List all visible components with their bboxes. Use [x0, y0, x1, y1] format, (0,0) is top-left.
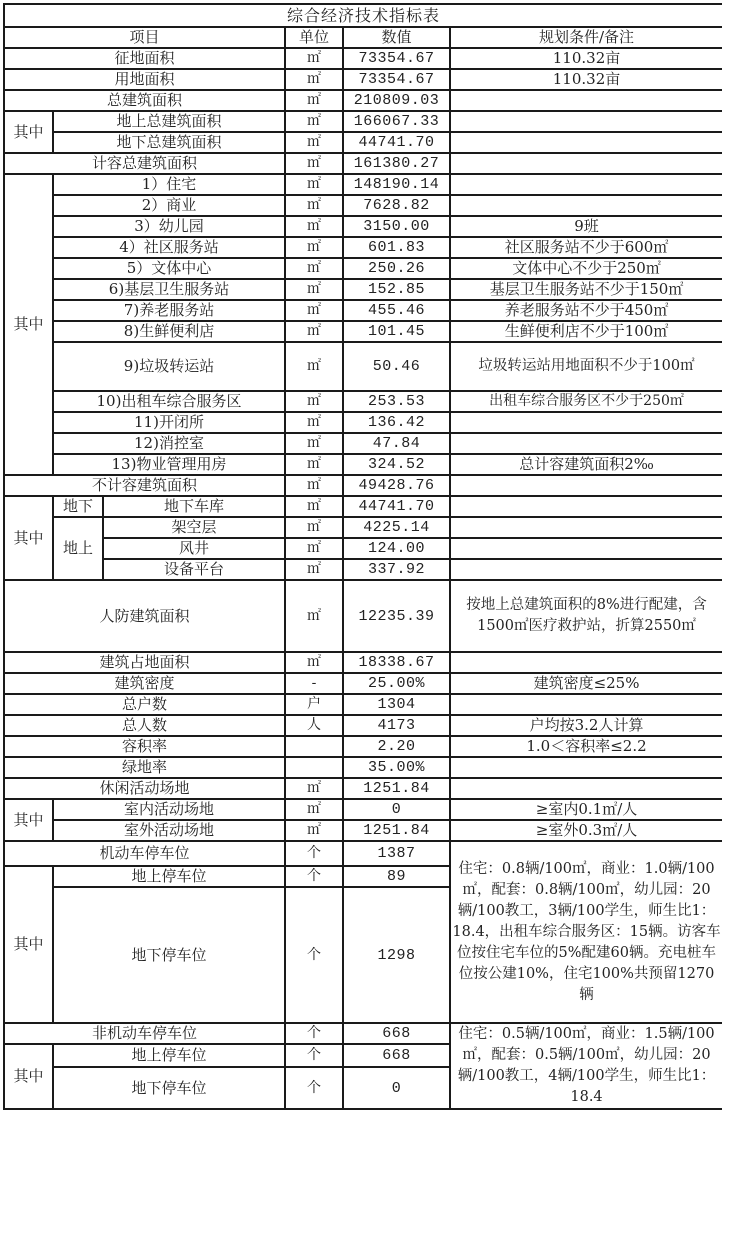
row-item: 征地面积 — [4, 48, 285, 69]
table-row — [4, 820, 722, 841]
table-row — [4, 538, 722, 559]
row-unit: ㎡ — [285, 559, 343, 580]
row-note — [450, 652, 722, 673]
row-unit: ㎡ — [285, 195, 343, 216]
row-item: 用地面积 — [4, 69, 285, 90]
table-row — [4, 580, 722, 652]
row-item: 室内活动场地 — [53, 799, 285, 820]
row-note: 110.32亩 — [450, 48, 722, 69]
row-note: 按地上总建筑面积的8%进行配建，含1500㎡医疗救护站，折算2550㎡ — [450, 580, 722, 652]
row-note — [450, 132, 722, 153]
row-note — [450, 174, 722, 195]
row-value: 44741.70 — [343, 132, 450, 153]
table-row — [4, 715, 722, 736]
row-value: 4225.14 — [343, 517, 450, 538]
row-note: 生鲜便利店不少于100㎡ — [450, 321, 722, 342]
table-row — [4, 391, 722, 412]
header-note: 规划条件/备注 — [450, 27, 722, 48]
table-row — [4, 694, 722, 715]
row-unit: ㎡ — [285, 279, 343, 300]
row-item: 2）商业 — [53, 195, 285, 216]
subgroup-label-underground: 地下 — [53, 496, 103, 517]
table-title: 综合经济技术指标表 — [4, 4, 722, 27]
row-unit: - — [285, 673, 343, 694]
row-value: 4173 — [343, 715, 450, 736]
row-value: 601.83 — [343, 237, 450, 258]
row-value: 44741.70 — [343, 496, 450, 517]
table-row — [4, 258, 722, 279]
row-unit: ㎡ — [285, 652, 343, 673]
row-note — [450, 538, 722, 559]
row-item: 地下车库 — [103, 496, 285, 517]
row-item: 11)开闭所 — [53, 412, 285, 433]
row-item: 架空层 — [103, 517, 285, 538]
row-item: 绿地率 — [4, 757, 285, 778]
row-item: 6)基层卫生服务站 — [53, 279, 285, 300]
table-row — [4, 652, 722, 673]
row-unit: 个 — [285, 1023, 343, 1044]
table-row — [4, 673, 722, 694]
row-note: 总计容建筑面积2‰ — [450, 454, 722, 475]
row-note — [450, 90, 722, 111]
row-value: 148190.14 — [343, 174, 450, 195]
row-value: 136.42 — [343, 412, 450, 433]
row-note — [450, 559, 722, 580]
row-item: 计容总建筑面积 — [4, 153, 285, 174]
row-note: ≥室外0.3㎡/人 — [450, 820, 722, 841]
row-item: 非机动车停车位 — [4, 1023, 285, 1044]
row-item: 建筑密度 — [4, 673, 285, 694]
row-unit: ㎡ — [285, 174, 343, 195]
row-item: 建筑占地面积 — [4, 652, 285, 673]
row-value: 101.45 — [343, 321, 450, 342]
row-unit: ㎡ — [285, 90, 343, 111]
row-note: 文体中心不少于250㎡ — [450, 258, 722, 279]
row-item: 地下停车位 — [53, 1067, 285, 1109]
row-note: ≥室内0.1㎡/人 — [450, 799, 722, 820]
table-row — [4, 559, 722, 580]
table-row — [4, 736, 722, 757]
row-value: 0 — [343, 799, 450, 820]
table-row — [4, 237, 722, 258]
row-note — [450, 757, 722, 778]
row-value: 210809.03 — [343, 90, 450, 111]
row-item: 8)生鲜便利店 — [53, 321, 285, 342]
row-note: 1.0＜容积率≤2.2 — [450, 736, 722, 757]
row-unit — [285, 757, 343, 778]
table-row — [4, 342, 722, 391]
row-value: 0 — [343, 1067, 450, 1109]
row-value: 668 — [343, 1023, 450, 1044]
row-item: 10)出租车综合服务区 — [53, 391, 285, 412]
row-note: 户均按3.2人计算 — [450, 715, 722, 736]
row-value: 50.46 — [343, 342, 450, 391]
row-unit: ㎡ — [285, 475, 343, 496]
row-value: 12235.39 — [343, 580, 450, 652]
header-value: 数值 — [343, 27, 450, 48]
row-note: 住宅：0.8辆/100㎡，商业：1.0辆/100㎡，配套：0.8辆/100㎡，幼儿园：20辆/100教工，3辆/100学生，师生比1：18.4，出租车综合服务区：15辆。访客车位按住宅车位的5%配建60辆。充电桩车位按公建10%，住宅100%共预留1270辆 — [450, 841, 722, 1023]
group-label: 其中 — [4, 866, 53, 1023]
row-item: 机动车停车位 — [4, 841, 285, 866]
row-unit: ㎡ — [285, 580, 343, 652]
table-row — [4, 216, 722, 237]
row-note: 社区服务站不少于600㎡ — [450, 237, 722, 258]
row-unit: ㎡ — [285, 258, 343, 279]
group-label: 其中 — [4, 111, 53, 153]
row-item: 人防建筑面积 — [4, 580, 285, 652]
indicator-document — [3, 3, 721, 1110]
row-note — [450, 433, 722, 454]
subgroup-label-aboveground: 地上 — [53, 517, 103, 580]
row-item: 总建筑面积 — [4, 90, 285, 111]
table-row — [4, 321, 722, 342]
row-note — [450, 496, 722, 517]
table-row — [4, 111, 722, 132]
row-note — [450, 517, 722, 538]
row-unit: ㎡ — [285, 216, 343, 237]
table-row — [4, 174, 722, 195]
table-row — [4, 454, 722, 475]
table-row — [4, 300, 722, 321]
row-unit: ㎡ — [285, 778, 343, 799]
row-item: 休闲活动场地 — [4, 778, 285, 799]
row-value: 253.53 — [343, 391, 450, 412]
row-unit: ㎡ — [285, 412, 343, 433]
row-item: 3）幼儿园 — [53, 216, 285, 237]
row-value: 35.00% — [343, 757, 450, 778]
row-value: 25.00% — [343, 673, 450, 694]
row-value: 124.00 — [343, 538, 450, 559]
row-value: 47.84 — [343, 433, 450, 454]
row-item: 设备平台 — [103, 559, 285, 580]
row-value: 2.20 — [343, 736, 450, 757]
row-value: 7628.82 — [343, 195, 450, 216]
row-value: 73354.67 — [343, 69, 450, 90]
row-unit: ㎡ — [285, 237, 343, 258]
row-value: 89 — [343, 866, 450, 887]
header-unit: 单位 — [285, 27, 343, 48]
row-unit: ㎡ — [285, 820, 343, 841]
row-item: 1）住宅 — [53, 174, 285, 195]
row-note — [450, 475, 722, 496]
row-note: 出租车综合服务区不少于250㎡ — [450, 391, 722, 412]
row-unit: 人 — [285, 715, 343, 736]
group-label: 其中 — [4, 1044, 53, 1109]
table-row — [4, 433, 722, 454]
header-row — [4, 27, 722, 48]
row-value: 49428.76 — [343, 475, 450, 496]
row-item: 容积率 — [4, 736, 285, 757]
row-item: 5）文体中心 — [53, 258, 285, 279]
table-row — [4, 412, 722, 433]
table-row — [4, 517, 722, 538]
row-unit: 个 — [285, 887, 343, 1023]
row-unit: ㎡ — [285, 48, 343, 69]
group-label: 其中 — [4, 496, 53, 580]
row-value: 18338.67 — [343, 652, 450, 673]
row-unit: ㎡ — [285, 454, 343, 475]
row-unit: 个 — [285, 1067, 343, 1109]
row-item: 7)养老服务站 — [53, 300, 285, 321]
row-value: 1298 — [343, 887, 450, 1023]
row-unit: ㎡ — [285, 517, 343, 538]
row-unit: 个 — [285, 866, 343, 887]
table-row — [4, 1023, 722, 1044]
row-unit: ㎡ — [285, 433, 343, 454]
row-unit: ㎡ — [285, 538, 343, 559]
row-note: 养老服务站不少于450㎡ — [450, 300, 722, 321]
row-unit: ㎡ — [285, 300, 343, 321]
row-unit: ㎡ — [285, 391, 343, 412]
row-value: 250.26 — [343, 258, 450, 279]
row-item: 总户数 — [4, 694, 285, 715]
row-item: 地下总建筑面积 — [53, 132, 285, 153]
table-row — [4, 48, 722, 69]
row-value: 3150.00 — [343, 216, 450, 237]
row-unit: 个 — [285, 1044, 343, 1067]
row-unit: ㎡ — [285, 799, 343, 820]
row-item: 9)垃圾转运站 — [53, 342, 285, 391]
row-value: 337.92 — [343, 559, 450, 580]
row-unit: ㎡ — [285, 132, 343, 153]
row-item: 4）社区服务站 — [53, 237, 285, 258]
row-note — [450, 778, 722, 799]
title-row — [4, 4, 722, 27]
row-note — [450, 153, 722, 174]
table-row — [4, 279, 722, 300]
row-note: 基层卫生服务站不少于150㎡ — [450, 279, 722, 300]
row-value: 1304 — [343, 694, 450, 715]
group-label: 其中 — [4, 174, 53, 475]
row-note: 110.32亩 — [450, 69, 722, 90]
row-item: 不计容建筑面积 — [4, 475, 285, 496]
row-unit: ㎡ — [285, 111, 343, 132]
row-value: 161380.27 — [343, 153, 450, 174]
table-row — [4, 778, 722, 799]
row-value: 1251.84 — [343, 778, 450, 799]
table-row — [4, 757, 722, 778]
row-value: 668 — [343, 1044, 450, 1067]
row-note: 建筑密度≤25% — [450, 673, 722, 694]
row-item: 风井 — [103, 538, 285, 559]
row-item: 地下停车位 — [53, 887, 285, 1023]
row-item: 总人数 — [4, 715, 285, 736]
row-item: 13)物业管理用房 — [53, 454, 285, 475]
row-unit: 个 — [285, 841, 343, 866]
table-row — [4, 195, 722, 216]
row-value: 166067.33 — [343, 111, 450, 132]
header-item: 项目 — [4, 27, 285, 48]
row-unit: 户 — [285, 694, 343, 715]
row-item: 室外活动场地 — [53, 820, 285, 841]
table-row — [4, 69, 722, 90]
row-note — [450, 111, 722, 132]
table-row — [4, 841, 722, 866]
row-note — [450, 195, 722, 216]
row-unit: ㎡ — [285, 496, 343, 517]
row-item: 地上停车位 — [53, 866, 285, 887]
table-row — [4, 799, 722, 820]
table-row — [4, 496, 722, 517]
row-value: 455.46 — [343, 300, 450, 321]
row-value: 1251.84 — [343, 820, 450, 841]
row-note — [450, 412, 722, 433]
group-label: 其中 — [4, 799, 53, 841]
row-unit: ㎡ — [285, 342, 343, 391]
table-row — [4, 153, 722, 174]
row-value: 324.52 — [343, 454, 450, 475]
row-unit: ㎡ — [285, 69, 343, 90]
row-note: 住宅：0.5辆/100㎡，商业：1.5辆/100㎡，配套：0.5辆/100㎡，幼儿园：20辆/100教工，4辆/100学生，师生比1：18.4 — [450, 1023, 722, 1109]
row-note — [450, 694, 722, 715]
table-row — [4, 90, 722, 111]
economic-indicator-table — [3, 3, 722, 1110]
row-note: 9班 — [450, 216, 722, 237]
row-value: 152.85 — [343, 279, 450, 300]
row-unit — [285, 736, 343, 757]
table-row — [4, 475, 722, 496]
row-item: 地上总建筑面积 — [53, 111, 285, 132]
row-unit: ㎡ — [285, 153, 343, 174]
row-unit: ㎡ — [285, 321, 343, 342]
row-item: 12)消控室 — [53, 433, 285, 454]
row-note: 垃圾转运站用地面积不少于100㎡ — [450, 342, 722, 391]
table-row — [4, 132, 722, 153]
row-item: 地上停车位 — [53, 1044, 285, 1067]
row-value: 73354.67 — [343, 48, 450, 69]
row-value: 1387 — [343, 841, 450, 866]
